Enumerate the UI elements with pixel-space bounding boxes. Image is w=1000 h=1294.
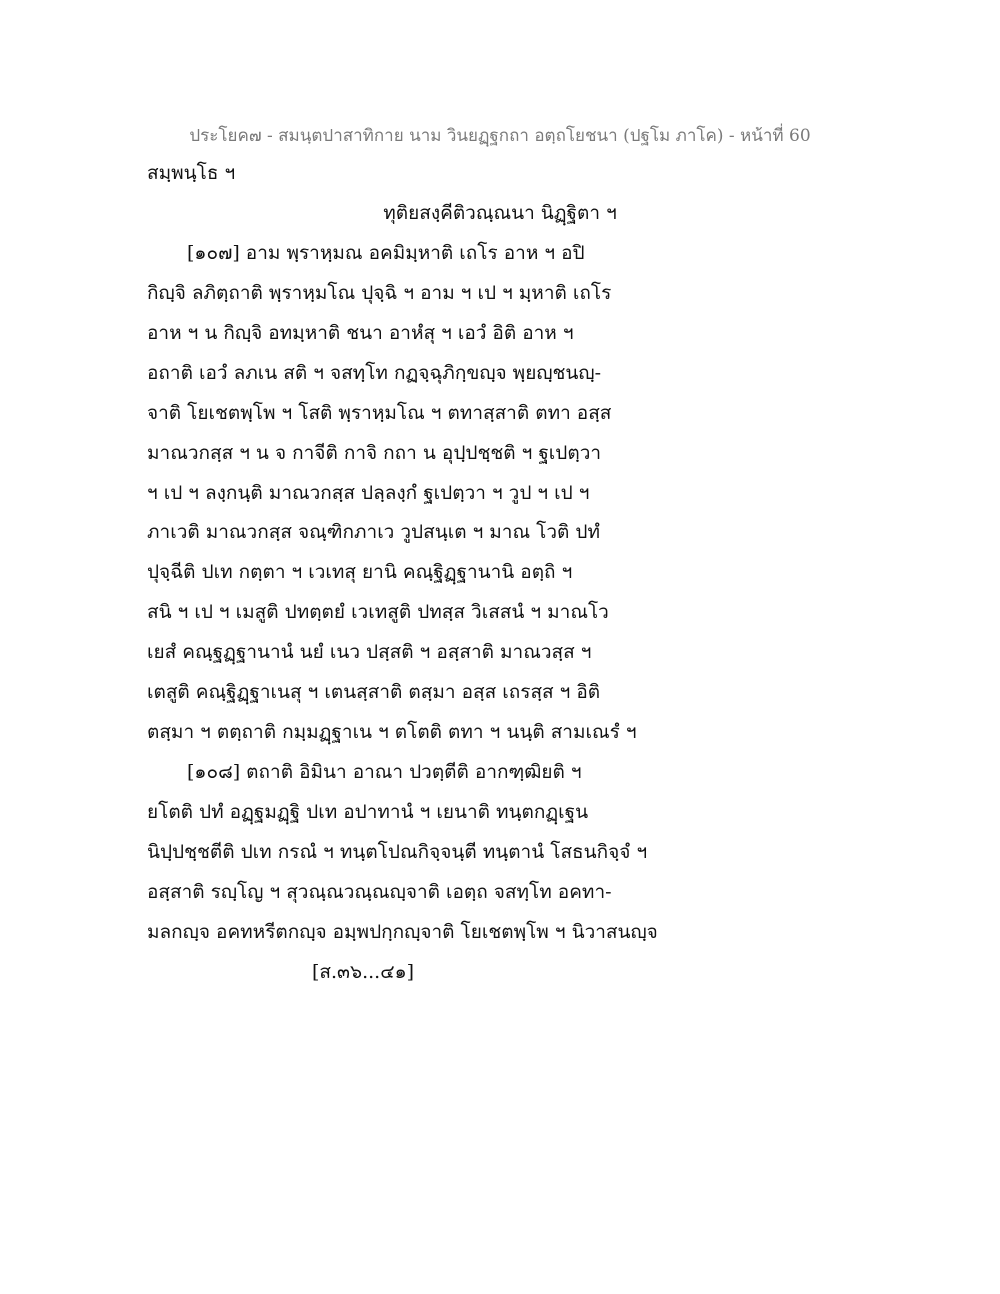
text-line: อาห ฯ น กิญฺจิ อทมฺหาติ ชนา อาหํสุ ฯ เอวํ อิติ อาห ฯ xyxy=(147,322,574,344)
text-line: กิญฺจิ ลภิตฺถาติ พฺราหฺมโณ ปุจฺฉิ ฯ อาม ฯ เป ฯ มฺหาติ เถโร xyxy=(147,282,612,304)
text-line: นิปฺปชฺชตีติ ปเท กรณํ ฯ ทนฺตโปณกิจฺจนฺตี ทนฺตานํ โสธนกิจฺจํ ฯ xyxy=(147,841,648,863)
text-line: ยโตติ ปทํ อฏฺฐมฏฺฐิ ปเท อปาทานํ ฯ เยนาติ ทนฺตกฏฺเฐน xyxy=(147,801,589,823)
text-line: [๑๐๗] อาม พฺราหฺมณ อคมิมฺหาติ เถโร อาห ฯ อปิ xyxy=(187,242,585,264)
page-reference: [ส.๓๖...๔๑] xyxy=(312,961,415,983)
text-line: มาณวกสฺส ฯ น จ กาจีติ กาจิ กถา น อุปฺปชฺชติ ฯ ฐเปตฺวา xyxy=(147,442,602,464)
section-heading: ทุติยสงฺคีติวณฺณนา นิฏฺฐิตา ฯ xyxy=(383,202,617,224)
text-line: จาติ โยเชตพฺโพ ฯ โสติ พฺราหฺมโณ ฯ ตทาสฺสาติ ตทา อสฺส xyxy=(147,402,612,424)
text-line: สมฺพนฺโธ ฯ xyxy=(147,162,236,184)
text-line: ปุจฺฉีติ ปเท กตฺตา ฯ เวเทสุ ยานิ คณฺฐิฏฺฐานานิ อตฺถิ ฯ xyxy=(147,561,573,583)
text-line: มลกญฺจ อคทหรีตกญฺจ อมฺพปกฺกญฺจาติ โยเชตพฺโพ ฯ นิวาสนญฺจ xyxy=(147,921,658,943)
text-line: อถาติ เอวํ ลภเน สติ ฯ จสทฺโท กฏจฺฉุภิกฺขญฺจ พฺยญฺชนญฺ- xyxy=(147,362,602,384)
text-line: ฯ เป ฯ ลงฺกนฺติ มาณวกสฺส ปลฺลงฺกํ ฐเปตฺวา ฯ วูป ฯ เป ฯ xyxy=(147,482,590,504)
text-line: เยสํ คณฺฐฏฺฐานานํ นยํ เนว ปสฺสติ ฯ อสฺสาติ มาณวสฺส ฯ xyxy=(147,641,592,663)
text-line: ภาเวติ มาณวกสฺส จณฺฑิกภาเว วูปสนฺเต ฯ มาณ โวติ ปทํ xyxy=(147,521,600,543)
text-line: ตสฺมา ฯ ตตฺถาติ กมฺมฏฺฐาเน ฯ ตโตติ ตทา ฯ นนฺติ สามเณรํ ฯ xyxy=(147,721,637,743)
text-line: เตสูติ คณฺฐิฏฺฐาเนสุ ฯ เตนสฺสาติ ตสฺมา อสฺส เถรสฺส ฯ อิติ xyxy=(147,681,601,703)
text-line: [๑๐๘] ตถาติ อิมินา อาณา ปวตฺตีติ อากฑฺฒิยติ ฯ xyxy=(187,761,582,783)
text-line: อสฺสาติ รญฺโญ ฯ สุวณฺณวณฺณญฺจาติ เอตฺถ จสทฺโท อคทา- xyxy=(147,881,612,903)
text-line: สนิ ฯ เป ฯ เมสูติ ปทตฺตยํ เวเทสูติ ปทสฺส วิเสสนํ ฯ มาณโว xyxy=(147,601,609,623)
page-header: ประโยค๗ - สมนฺตปาสาทิกาย นาม วินยฏฺฐกถา อตฺถโยชนา (ปฐโม ภาโค) - หน้าที่ 60 xyxy=(189,126,811,146)
